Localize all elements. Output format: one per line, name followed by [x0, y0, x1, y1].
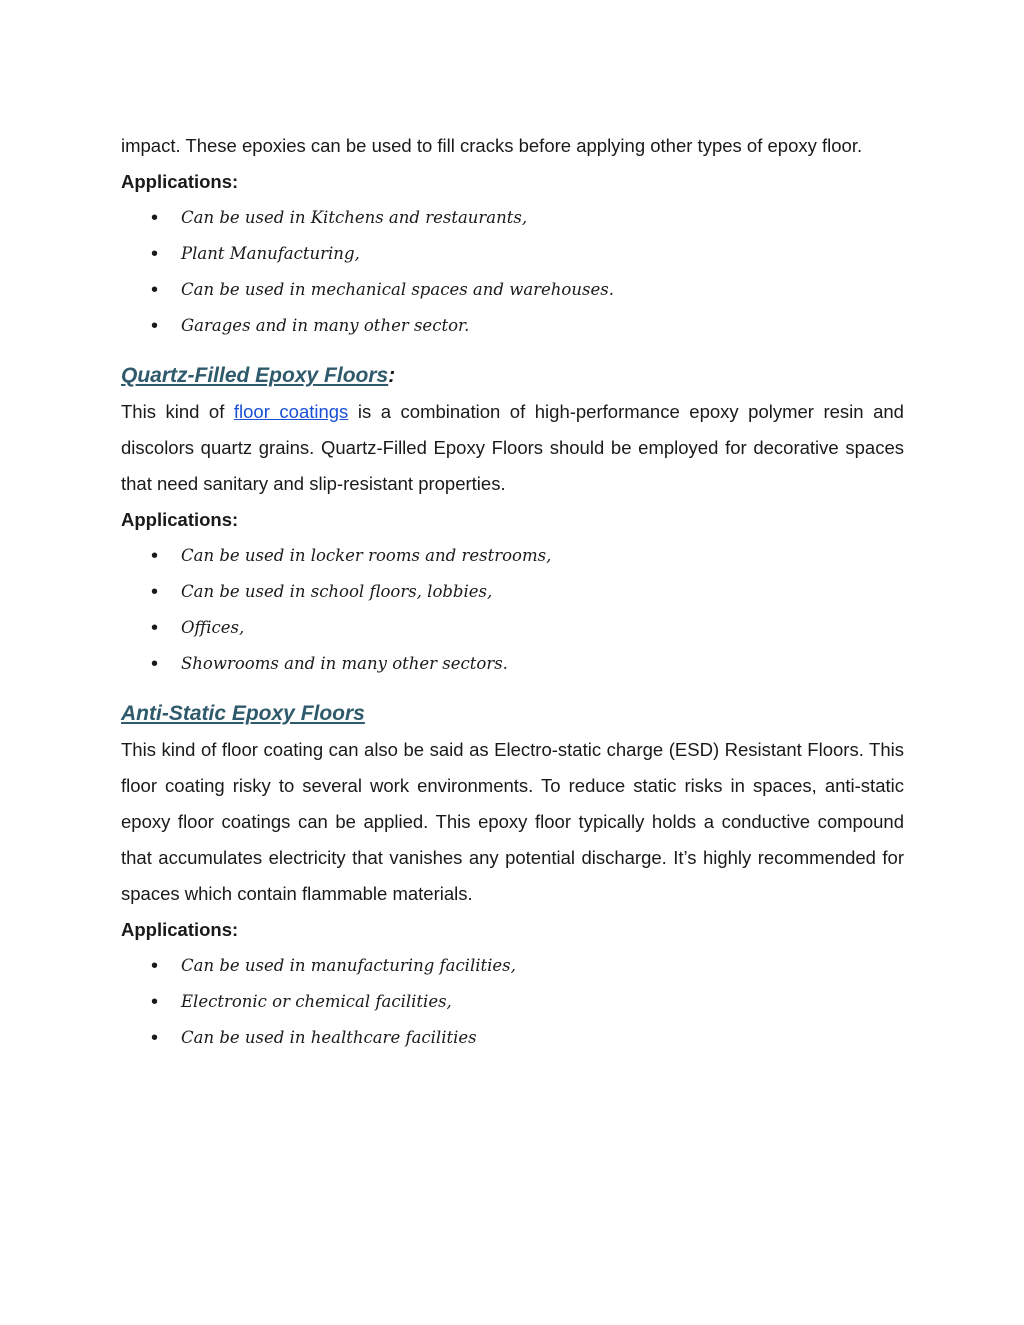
- list-item: • Plant Manufacturing,: [121, 236, 904, 272]
- quartz-para-start: This kind of: [121, 401, 234, 422]
- applications-heading-1: Applications:: [121, 171, 239, 192]
- applications-heading-3: Applications:: [121, 919, 239, 940]
- list-item: • Can be used in mechanical spaces and warehouses.: [121, 272, 904, 308]
- list-item: • Can be used in manufacturing facilities,: [121, 948, 904, 984]
- applications-heading-2: Applications:: [121, 509, 239, 530]
- applications-list-2: [121, 538, 904, 682]
- list-item: • Can be used in locker rooms and restrooms,: [121, 538, 904, 574]
- antistatic-paragraph: This kind of floor coating can also be said as Electro-static charge (ESD) Resistant Floors. This floor coating risky to several work environments. To reduce static risks in spaces, anti-static epoxy floor coatings can be applied. This epoxy floor typically holds a conductive compound that accumulates electricity that vanishes any potential discharge. It’s highly recommended for spaces which contain flammable materials.: [121, 739, 904, 904]
- applications-list-3: [121, 948, 904, 1056]
- quartz-paragraph: [121, 394, 904, 502]
- antistatic-section: [121, 696, 904, 1056]
- section-title-quartz-text: Quartz-Filled Epoxy Floors: [121, 364, 389, 387]
- page-content: [121, 128, 904, 1056]
- applications-list-1: [121, 200, 904, 344]
- list-item: • Can be used in healthcare facilities: [121, 1020, 904, 1056]
- quartz-section: [121, 358, 904, 682]
- list-item: • Electronic or chemical facilities,: [121, 984, 904, 1020]
- section-title-antistatic: Anti-Static Epoxy Floors: [121, 702, 365, 725]
- list-item: • Offices,: [121, 610, 904, 646]
- list-item: • Garages and in many other sector.: [121, 308, 904, 344]
- list-item: • Can be used in Kitchens and restaurants,: [121, 200, 904, 236]
- floor-coatings-link[interactable]: floor coatings: [233, 401, 349, 422]
- section-title-quartz: [121, 358, 904, 394]
- intro-paragraph: impact. These epoxies can be used to fill cracks before applying other types of epoxy floor.: [121, 135, 863, 156]
- title-colon: :: [388, 364, 396, 387]
- list-item: • Can be used in school floors, lobbies,: [121, 574, 904, 610]
- list-item: • Showrooms and in many other sectors.: [121, 646, 904, 682]
- quartz-para-end: is a combination of high-performance epoxy polymer resin and discolors quartz grains. Quartz-Filled Epoxy Floors should be employed for decorative spaces that need sanitary and slip-resistant properties.: [121, 401, 904, 494]
